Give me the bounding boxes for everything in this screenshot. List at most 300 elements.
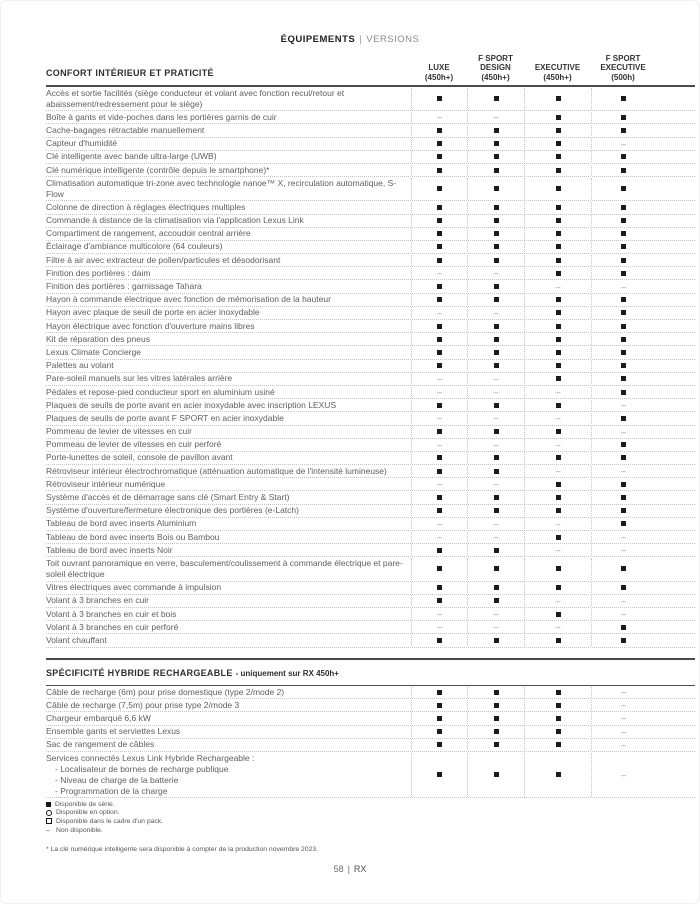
- standard-square-icon: [437, 716, 442, 721]
- availability-cell: [524, 255, 591, 266]
- availability-cell: [591, 595, 655, 606]
- standard-square-icon: [494, 508, 499, 513]
- availability-cell: [591, 125, 655, 136]
- availability-cell: [411, 622, 467, 633]
- standard-square-icon: [621, 154, 626, 159]
- availability-cell: [524, 294, 591, 305]
- table-row: [46, 151, 695, 164]
- table-row: [46, 124, 695, 137]
- availability-cell: [467, 307, 524, 318]
- availability-cell: [467, 281, 524, 292]
- standard-square-icon: [494, 141, 499, 146]
- standard-square-icon: [437, 703, 442, 708]
- standard-square-icon: [556, 258, 561, 263]
- standard-square-icon: [437, 205, 442, 210]
- availability-cell: [591, 151, 655, 162]
- availability-cell: [411, 558, 467, 580]
- availability-cell: [591, 505, 655, 516]
- standard-square-icon: [437, 729, 442, 734]
- standard-square-icon: [437, 566, 442, 571]
- legend-label: Disponible de série.: [55, 800, 115, 808]
- legend-item: [46, 826, 163, 835]
- not-available-dash: –: [493, 268, 499, 279]
- not-available-dash: –: [620, 595, 626, 606]
- standard-square-icon: [556, 455, 561, 460]
- availability-cell: [524, 622, 591, 633]
- not-available-dash: –: [555, 622, 561, 633]
- not-available-dash: –: [555, 466, 561, 477]
- table-row: [46, 164, 695, 177]
- legend-label: Disponible en option.: [56, 809, 120, 817]
- availability-cell: [591, 609, 655, 620]
- not-available-dash: –: [436, 609, 442, 620]
- legend-item: [46, 800, 163, 809]
- standard-square-icon: [494, 455, 499, 460]
- standard-square-icon: [621, 495, 626, 500]
- standard-square-icon: [556, 566, 561, 571]
- standard-square-icon: [494, 403, 499, 408]
- section-2-subtitle: - uniquement sur RX 450h+: [235, 669, 339, 678]
- feature-label: Système d'ouverture/fermeture électronique des portières (e-Latch): [46, 505, 299, 516]
- standard-square-icon: [494, 495, 499, 500]
- standard-square-icon: [437, 429, 442, 434]
- availability-cell: [467, 294, 524, 305]
- table-row: [46, 478, 695, 491]
- standard-square-icon: [556, 218, 561, 223]
- table-row: [46, 608, 695, 621]
- standard-square-icon: [621, 363, 626, 368]
- table-row: [46, 333, 695, 346]
- standard-square-icon: [494, 598, 499, 603]
- availability-cell: [411, 281, 467, 292]
- availability-cell: [524, 545, 591, 556]
- column-header: [524, 63, 591, 85]
- not-available-dash: –: [620, 769, 626, 780]
- availability-cell: [591, 281, 655, 292]
- table-row: [46, 465, 695, 478]
- availability-cell: [411, 347, 467, 358]
- standard-square-icon: [437, 186, 442, 191]
- availability-cell: [467, 492, 524, 503]
- standard-square-icon: [621, 271, 626, 276]
- not-available-dash: –: [620, 713, 626, 724]
- standard-square-icon: [621, 231, 626, 236]
- availability-cell: [411, 582, 467, 593]
- table-row: [46, 241, 695, 254]
- section-2-banner: [46, 658, 695, 687]
- feature-label: Finition des portières : garnissage Tahara: [46, 281, 202, 292]
- table-row: [46, 280, 695, 293]
- table-row: [46, 294, 695, 307]
- standard-square-icon: [621, 521, 626, 526]
- availability-cell: [411, 700, 467, 711]
- not-available-dash: –: [555, 545, 561, 556]
- feature-label: Système d'accès et de démarrage sans clé (Smart Entry & Start): [46, 492, 290, 503]
- availability-cell: [524, 281, 591, 292]
- not-available-dash: –: [620, 138, 626, 149]
- not-available-dash: –: [436, 112, 442, 123]
- title-separator: |: [359, 34, 363, 45]
- feature-label: Ensemble gants et serviettes Lexus: [46, 726, 181, 737]
- availability-cell: [591, 387, 655, 398]
- availability-cell: [467, 268, 524, 279]
- feature-label: Volant à 3 branches en cuir: [46, 595, 150, 606]
- column-name: EXECUTIVE: [534, 63, 581, 72]
- availability-cell: [411, 202, 467, 213]
- availability-cell: [467, 125, 524, 136]
- availability-cell: [591, 726, 655, 737]
- availability-cell: [467, 466, 524, 477]
- standard-square-icon: [556, 231, 561, 236]
- standard-square-icon: [494, 703, 499, 708]
- standard-square-icon: [621, 625, 626, 630]
- availability-cell: [411, 492, 467, 503]
- table-row: [46, 595, 695, 608]
- column-variant: (450h+): [424, 72, 454, 82]
- standard-square-icon: [494, 337, 499, 342]
- standard-square-icon: [437, 772, 442, 777]
- not-available-dash: –: [620, 400, 626, 411]
- standard-square-icon: [494, 258, 499, 263]
- availability-cell: [467, 518, 524, 529]
- availability-cell: [467, 373, 524, 384]
- availability-cell: [467, 178, 524, 200]
- standard-square-icon: [437, 231, 442, 236]
- availability-cell: [467, 726, 524, 737]
- availability-cell: [591, 88, 655, 110]
- column-variant: (500h): [611, 72, 635, 82]
- availability-cell: [467, 609, 524, 620]
- standard-square-icon: [494, 244, 499, 249]
- feature-label: Volant chauffant: [46, 634, 107, 645]
- standard-square-icon: [556, 703, 561, 708]
- standard-square-icon: [621, 310, 626, 315]
- not-available-dash: –: [620, 545, 626, 556]
- standard-square-icon: [621, 128, 626, 133]
- availability-cell: [524, 518, 591, 529]
- feature-label: Finition des portières : daim: [46, 267, 151, 278]
- feature-label: Rétroviseur intérieur électrochromatique (atténuation automatique de l'intensité lumineuse): [46, 465, 387, 476]
- standard-square-icon: [437, 324, 442, 329]
- standard-square-icon: [621, 244, 626, 249]
- feature-label: Accès et sortie facilités (siège conducteur et volant avec fonction recul/retour et abaissement/redressement pour le siège): [46, 87, 345, 109]
- standard-square-icon: [494, 218, 499, 223]
- standard-square-icon: [621, 337, 626, 342]
- availability-cell: [467, 622, 524, 633]
- availability-cell: [524, 202, 591, 213]
- column-header: [591, 54, 655, 86]
- column-header: [411, 63, 467, 85]
- availability-cell: [467, 255, 524, 266]
- not-available-dash: –: [493, 622, 499, 633]
- column-variant: (450h+): [543, 72, 572, 82]
- square-outline-icon: [46, 818, 52, 824]
- availability-cell: [524, 360, 591, 371]
- availability-cell: [467, 202, 524, 213]
- table-row: [46, 491, 695, 504]
- table-row: [46, 320, 695, 333]
- availability-cell: [524, 307, 591, 318]
- availability-cell: [467, 112, 524, 123]
- availability-cell: [467, 321, 524, 332]
- availability-cell: [411, 466, 467, 477]
- document-title-light: VERSIONS: [366, 34, 420, 45]
- feature-label: Éclairage d'ambiance multicolore (64 couleurs): [46, 241, 223, 252]
- standard-square-icon: [437, 218, 442, 223]
- standard-square-icon: [437, 598, 442, 603]
- feature-label: Tableau de bord avec inserts Noir: [46, 544, 173, 555]
- feature-sublabel: - Programmation de la charge: [55, 785, 168, 796]
- feature-label: Câble de recharge (7,5m) pour prise type 2/mode 3: [46, 699, 240, 710]
- standard-square-icon: [556, 337, 561, 342]
- table-header-row: [46, 53, 695, 87]
- standard-square-icon: [556, 690, 561, 695]
- availability-cell: [411, 165, 467, 176]
- availability-cell: [467, 505, 524, 516]
- standard-square-icon: [621, 508, 626, 513]
- feature-label: Palettes au volant: [46, 360, 114, 371]
- availability-cell: [411, 112, 467, 123]
- availability-cell: [591, 492, 655, 503]
- standard-square-icon: [556, 535, 561, 540]
- feature-label: Volant à 3 branches en cuir et bois: [46, 608, 177, 619]
- not-available-dash: –: [436, 268, 442, 279]
- standard-square-icon: [556, 612, 561, 617]
- availability-cell: [411, 268, 467, 279]
- column-name: F SPORT DESIGN: [478, 53, 513, 72]
- table-row: [46, 621, 695, 634]
- availability-cell: [591, 373, 655, 384]
- not-available-dash: –: [555, 387, 561, 398]
- availability-cell: [411, 373, 467, 384]
- feature-label: Climatisation automatique tri-zone avec technologie nanoe™ X, recirculation automatique, S-Flow: [46, 177, 397, 199]
- standard-square-icon: [556, 482, 561, 487]
- feature-label: Tableau de bord avec inserts Aluminium: [46, 518, 197, 529]
- table-row: [46, 307, 695, 320]
- not-available-dash: –: [493, 373, 499, 384]
- availability-cell: [411, 532, 467, 543]
- feature-label: Pare-soleil manuels sur les vitres latérales arrière: [46, 373, 233, 384]
- standard-square-icon: [556, 128, 561, 133]
- standard-square-icon: [494, 186, 499, 191]
- standard-square-icon: [556, 772, 561, 777]
- availability-cell: [524, 687, 591, 698]
- standard-square-icon: [556, 403, 561, 408]
- standard-square-icon: [494, 729, 499, 734]
- circle-outline-icon: [46, 810, 52, 816]
- table-row: [46, 177, 695, 201]
- feature-label: Capteur d'humidité: [46, 138, 118, 149]
- availability-cell: [467, 687, 524, 698]
- table-row: [46, 739, 695, 752]
- standard-square-icon: [556, 638, 561, 643]
- feature-label: Cache-bagages rétractable manuellement: [46, 124, 205, 135]
- standard-square-icon: [556, 96, 561, 101]
- standard-square-icon: [494, 284, 499, 289]
- availability-cell: [467, 753, 524, 797]
- feature-label: Pommeau de levier de vitesses en cuir: [46, 426, 192, 437]
- availability-cell: [524, 347, 591, 358]
- standard-square-icon: [437, 141, 442, 146]
- availability-cell: [467, 138, 524, 149]
- availability-cell: [591, 439, 655, 450]
- feature-label: Tableau de bord avec inserts Bois ou Bambou: [46, 531, 220, 542]
- document-title: [1, 1, 699, 53]
- standard-square-icon: [621, 376, 626, 381]
- availability-cell: [411, 387, 467, 398]
- availability-cell: [591, 165, 655, 176]
- standard-square-icon: [494, 566, 499, 571]
- feature-label: Compartiment de rangement, accoudoir central arrière: [46, 228, 251, 239]
- standard-square-icon: [437, 128, 442, 133]
- feature-label: Câble de recharge (6m) pour prise domestique (type 2/mode 2): [46, 686, 285, 697]
- document-title-bold: ÉQUIPEMENTS: [280, 34, 356, 45]
- legend-item: [46, 809, 163, 818]
- feature-label: Pédales et repose-pied conducteur sport en aluminium usiné: [46, 386, 275, 397]
- standard-square-icon: [437, 350, 442, 355]
- availability-cell: [524, 125, 591, 136]
- availability-cell: [411, 518, 467, 529]
- feature-label: Rétroviseur intérieur numérique: [46, 478, 166, 489]
- feature-label: Lexus Climate Concierge: [46, 346, 141, 357]
- standard-square-icon: [437, 638, 442, 643]
- standard-square-icon: [437, 403, 442, 408]
- standard-square-icon: [556, 168, 561, 173]
- availability-cell: [467, 151, 524, 162]
- availability-cell: [467, 532, 524, 543]
- table-row: [46, 686, 695, 699]
- not-available-dash: –: [493, 112, 499, 123]
- feature-label: Vitres électriques avec commande à impulsion: [46, 582, 222, 593]
- table-row: [46, 426, 695, 439]
- availability-cell: [411, 125, 467, 136]
- availability-cell: [467, 400, 524, 411]
- availability-cell: [467, 713, 524, 724]
- standard-square-icon: [621, 585, 626, 590]
- availability-cell: [467, 452, 524, 463]
- feature-sublabel: - Localisateur de bornes de recharge publique: [55, 763, 229, 774]
- standard-square-icon: [437, 363, 442, 368]
- not-available-dash: –: [493, 609, 499, 620]
- feature-label: Plaques de seuils de porte avant en acier inoxydable avec inscription LEXUS: [46, 399, 337, 410]
- standard-square-icon: [621, 218, 626, 223]
- table-row: [46, 582, 695, 595]
- availability-cell: [524, 492, 591, 503]
- availability-cell: [591, 360, 655, 371]
- availability-cell: [591, 334, 655, 345]
- table-row: [46, 699, 695, 712]
- standard-square-icon: [494, 363, 499, 368]
- feature-label: Toit ouvrant panoramique en verre, basculement/coulissement à commande électrique et pare-soleil électrique: [46, 557, 403, 579]
- standard-square-icon: [556, 205, 561, 210]
- availability-cell: [524, 373, 591, 384]
- feature-label: Hayon avec plaque de seuil de porte en acier inoxydable: [46, 307, 260, 318]
- table-row: [46, 634, 695, 647]
- availability-cell: [524, 726, 591, 737]
- feature-label: Clé intelligente avec bande ultra-large (UWB): [46, 151, 217, 162]
- availability-cell: [591, 255, 655, 266]
- availability-cell: [411, 545, 467, 556]
- availability-cell: [411, 726, 467, 737]
- not-available-dash: –: [436, 307, 442, 318]
- feature-label: Boîte à gants et vide-poches dans les portières garnis de cuir: [46, 111, 277, 122]
- standard-square-icon: [556, 429, 561, 434]
- availability-cell: [524, 178, 591, 200]
- availability-cell: [524, 558, 591, 580]
- not-available-dash: –: [493, 307, 499, 318]
- availability-cell: [467, 215, 524, 226]
- availability-cell: [467, 413, 524, 424]
- feature-sublabel: - Niveau de charge de la batterie: [55, 774, 179, 785]
- availability-cell: [524, 505, 591, 516]
- not-available-dash: –: [436, 413, 442, 424]
- availability-cell: [524, 713, 591, 724]
- feature-label: Commande à distance de la climatisation via l'application Lexus Link: [46, 215, 304, 226]
- not-available-dash: –: [436, 387, 442, 398]
- availability-cell: [524, 635, 591, 646]
- page-footer: [1, 864, 699, 874]
- availability-cell: [411, 439, 467, 450]
- not-available-dash: –: [620, 700, 626, 711]
- table-row: [46, 557, 695, 581]
- equipment-table: [46, 53, 695, 798]
- not-available-dash: –: [493, 413, 499, 424]
- availability-cell: [591, 479, 655, 490]
- availability-cell: [467, 241, 524, 252]
- availability-cell: [591, 321, 655, 332]
- feature-label: Volant à 3 branches en cuir perforé: [46, 621, 179, 632]
- table-row: [46, 138, 695, 151]
- availability-cell: [591, 558, 655, 580]
- feature-label: Sac de rangement de câbles: [46, 739, 155, 750]
- availability-cell: [591, 294, 655, 305]
- availability-cell: [524, 241, 591, 252]
- not-available-dash: –: [620, 532, 626, 543]
- availability-cell: [411, 426, 467, 437]
- availability-cell: [411, 294, 467, 305]
- standard-square-icon: [621, 258, 626, 263]
- not-available-dash: –: [436, 532, 442, 543]
- section-2-title: SPÉCIFICITÉ HYBRIDE RECHARGEABLE: [46, 668, 233, 678]
- standard-square-icon: [494, 638, 499, 643]
- standard-square-icon: [494, 297, 499, 302]
- availability-cell: [591, 241, 655, 252]
- not-available-dash: –: [620, 466, 626, 477]
- standard-square-icon: [556, 508, 561, 513]
- availability-cell: [411, 360, 467, 371]
- standard-square-icon: [556, 376, 561, 381]
- section-title-cell: [46, 63, 411, 85]
- standard-square-icon: [621, 115, 626, 120]
- availability-cell: [524, 609, 591, 620]
- availability-cell: [524, 334, 591, 345]
- standard-square-icon: [437, 96, 442, 101]
- not-available-dash: –: [620, 726, 626, 737]
- not-available-dash: –: [436, 479, 442, 490]
- dash-icon: –: [46, 826, 50, 834]
- standard-square-icon: [494, 742, 499, 747]
- availability-cell: [591, 739, 655, 750]
- legend-label: Disponible dans le cadre d'un pack.: [56, 817, 164, 825]
- standard-square-icon: [621, 638, 626, 643]
- standard-square-icon: [437, 244, 442, 249]
- availability-cell: [524, 532, 591, 543]
- column-variant: (450h+): [481, 72, 510, 82]
- standard-square-icon: [437, 168, 442, 173]
- column-name: LUXE: [428, 63, 450, 72]
- feature-label: Hayon à commande électrique avec fonction de mémorisation de la hauteur: [46, 294, 331, 305]
- availability-cell: [524, 215, 591, 226]
